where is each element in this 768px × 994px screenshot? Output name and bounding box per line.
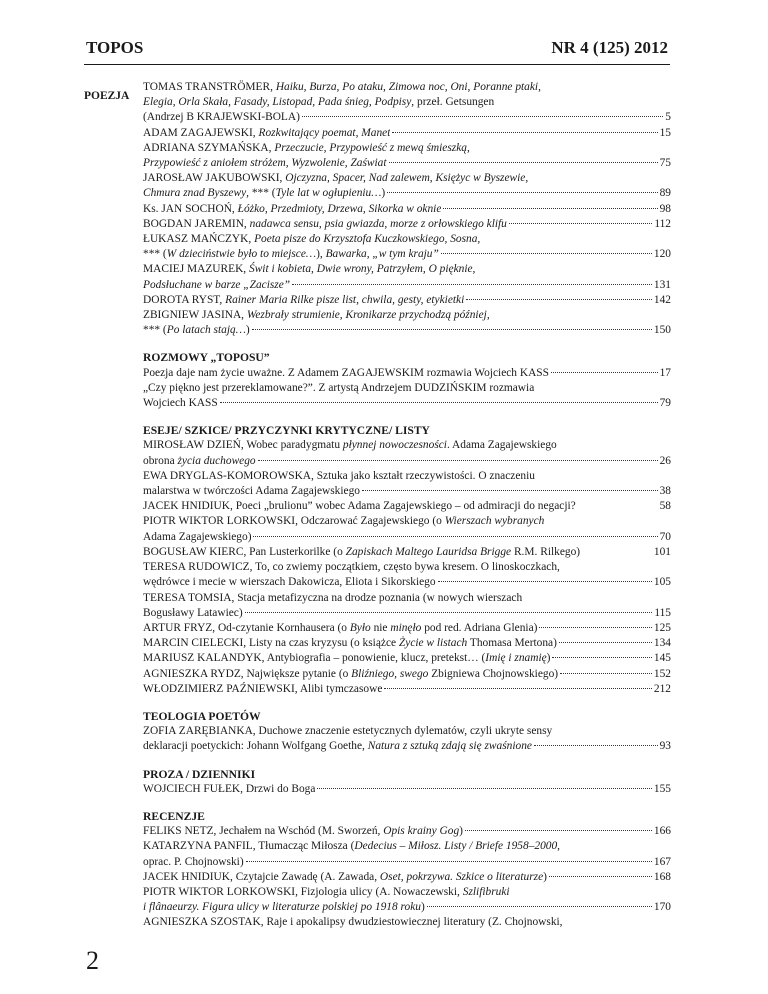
dot-leader: [559, 642, 652, 643]
entry-text: Ks. JAN SOCHOŃ, Łóżko, Przedmioty, Drzewa, Sikorka w oknie: [143, 202, 442, 215]
section-title: POEZJA: [84, 89, 130, 102]
entry-text: DOROTA RYST, Rainer Maria Rilke pisze list, chwila, gesty, etykietki: [143, 293, 465, 306]
page-reference: 131: [653, 278, 671, 291]
toc-entry[interactable]: [143, 621, 671, 636]
entry-text: PIOTR WIKTOR LORKOWSKI, Odczarować Zagajewskiego (o Wierszach wybranych: [143, 515, 545, 528]
toc-entry[interactable]: [143, 438, 671, 468]
dot-leader: [465, 830, 652, 831]
dot-leader: [509, 223, 652, 224]
page-reference: 5: [665, 111, 671, 124]
toc-entry[interactable]: [143, 499, 671, 514]
entry-text: TOMAS TRANSTRÖMER, Haiku, Burza, Po ataku, Zimowa noc, Oni, Poranne ptaki,: [143, 81, 541, 93]
dot-leader: [384, 688, 652, 689]
page-reference: 112: [654, 217, 671, 230]
entry-text: AGNIESZKA SZOSTAK, Raje i apokalipsy dwudziestowiecznej literatury (Z. Chojnowski,: [143, 916, 563, 929]
entry-text: EWA DRYGLAS-KOMOROWSKA, Sztuka jako kształt rzeczywistości. O znaczeniu: [143, 469, 535, 482]
toc-entry[interactable]: [143, 824, 671, 839]
entry-text: malarstwa w twórczości Adama Zagajewskiego: [143, 485, 360, 498]
page-reference: 58: [659, 500, 671, 513]
page-reference: 167: [653, 855, 671, 868]
toc-entry[interactable]: [143, 870, 671, 885]
entry-text: JACEK HNIDIUK, Czytajcie Zawadę (A. Zawada, Oset, pokrzywa. Szkice o literaturze): [143, 870, 547, 883]
page-reference: 98: [659, 202, 671, 215]
entry-text: deklaracji poetyckich: Johann Wolfgang Goethe, Natura z sztuką zdają się zwaśnione: [143, 740, 532, 753]
toc-entry[interactable]: [143, 560, 671, 590]
toc-entry[interactable]: [143, 839, 671, 869]
dot-leader: [220, 402, 658, 403]
entry-text: TERESA TOMSIA, Stacja metafizyczna na drodze poznania (w nowych wierszach: [143, 591, 523, 604]
page-reference: 115: [654, 606, 671, 619]
section-title: PROZA / DZIENNIKI: [143, 767, 256, 781]
toc-entry[interactable]: [143, 366, 671, 381]
dot-leader: [466, 299, 652, 300]
entry-text: BOGUSŁAW KIERC, Pan Lusterkorilke (o Zapiskach Maltego Lauridsa Brigge R.M. Rilkego): [143, 545, 581, 558]
toc-entry[interactable]: [143, 915, 671, 930]
page-reference: 125: [653, 621, 671, 634]
section-title: TEOLOGIA POETÓW: [143, 709, 261, 723]
entry-text: Poezja daje nam życie uważne. Z Adamem ZAGAJEWSKIM rozmawia Wojciech KASS: [143, 366, 549, 379]
entry-text: BOGDAN JAREMIN, nadawca sensu, psia gwiazda, morze z orłowskiego klifu: [143, 217, 507, 230]
page-reference: 38: [659, 485, 671, 498]
entry-text: WOJCIECH FUŁEK, Drzwi do Boga: [143, 782, 316, 795]
toc-entry[interactable]: [143, 682, 671, 697]
dot-leader: [427, 906, 652, 907]
dot-leader: [441, 253, 652, 254]
page-reference: 166: [653, 825, 671, 838]
header-rule: [84, 64, 670, 65]
dot-leader: [551, 372, 658, 373]
toc-entry[interactable]: [143, 636, 671, 651]
dot-leader: [549, 876, 652, 877]
issue-number: NR 4 (125) 2012: [551, 38, 668, 57]
toc-entry[interactable]: [143, 126, 671, 141]
page-reference: 155: [653, 782, 671, 795]
entry-text: *** (W dzieciństwie było to miejsce…), Bawarka, „w tym kraju”: [143, 248, 439, 261]
page-reference: 168: [653, 870, 671, 883]
toc-entry[interactable]: [143, 217, 671, 232]
toc-entry[interactable]: [143, 545, 671, 560]
entry-text: JAROSŁAW JAKUBOWSKI, Ojczyzna, Spacer, Nad zalewem, Księżyc w Byszewie,: [143, 172, 529, 185]
entry-text: Przypowieść z aniołem stróżem, Wyzwolenie, Zaświat: [143, 157, 387, 170]
page-reference: 79: [659, 397, 671, 410]
page-reference: 26: [659, 454, 671, 467]
dot-leader: [389, 162, 658, 163]
dot-leader: [539, 627, 651, 628]
entry-text: obrona życia duchowego: [143, 454, 256, 467]
dot-leader: [560, 673, 652, 674]
page-reference: 15: [659, 126, 671, 139]
dot-leader: [302, 116, 663, 117]
toc-entry[interactable]: [143, 514, 671, 544]
toc-section: [143, 767, 671, 797]
running-header: [86, 38, 668, 58]
table-of-contents: [143, 80, 671, 943]
dot-leader: [392, 132, 657, 133]
toc-section: [143, 423, 671, 697]
entry-text: (Andrzej B KRAJEWSKI-BOLA): [143, 111, 300, 124]
page-reference: 17: [659, 366, 671, 379]
section-title: RECENZJE: [143, 809, 205, 823]
entry-text: i flânaeurzy. Figura ulicy w literaturze polskiej po 1918 roku): [143, 901, 425, 914]
toc-entry[interactable]: [143, 782, 671, 797]
dot-leader: [246, 861, 652, 862]
entry-text: ADRIANA SZYMAŃSKA, Przeczucie, Przypowieść z mewą śmieszką,: [143, 141, 470, 154]
journal-title: TOPOS: [86, 38, 144, 57]
toc-entry[interactable]: [143, 308, 671, 338]
entry-text: Podsłuchane w barze „Zacisze”: [143, 278, 291, 291]
entry-text: Adama Zagajewskiego): [143, 530, 252, 543]
dot-leader: [552, 657, 651, 658]
page-reference: 70: [659, 530, 671, 543]
page-reference: 105: [653, 576, 671, 589]
toc-entry[interactable]: [143, 651, 671, 666]
entry-text: ARTUR FRYZ, Od-czytanie Kornhausera (o Było nie minęło pod red. Adriana Glenia): [143, 621, 538, 634]
toc-section: [143, 350, 671, 411]
toc-entry[interactable]: [143, 141, 671, 171]
entry-text: MIROSŁAW DZIEŃ, Wobec paradygmatu płynnej nowoczesności. Adama Zagajewskiego: [143, 439, 557, 452]
page-reference: 134: [653, 637, 671, 650]
entry-text: WŁODZIMIERZ PAŹNIEWSKI, Alibi tymczasowe: [143, 682, 383, 695]
entry-text: MARCIN CIELECKI, Listy na czas kryzysu (o książce Życie w listach Thomasa Mertona): [143, 637, 557, 650]
dot-leader: [438, 581, 652, 582]
page-reference: 170: [653, 901, 671, 914]
toc-entry[interactable]: [143, 591, 671, 621]
entry-text: JACEK HNIDIUK, Poeci „brulionu” wobec Adama Zagajewskiego – od admiracji do negacji?: [143, 500, 576, 513]
entry-text: wędrówce i mecie w wierszach Dakowicza, Eliota i Sikorskiego: [143, 576, 436, 589]
entry-text: ŁUKASZ MAŃCZYK, Poeta pisze do Krzysztofa Kuczkowskiego, Sosna,: [143, 233, 481, 246]
section-title: ESEJE/ SZKICE/ PRZYCZYNKI KRYTYCZNE/ LISTY: [143, 424, 430, 438]
page-reference: 145: [653, 652, 671, 665]
toc-entry[interactable]: [143, 171, 671, 201]
toc-entry[interactable]: [143, 262, 671, 292]
toc-entry[interactable]: [143, 885, 671, 915]
entry-text: Bogusławy Latawiec): [143, 606, 243, 619]
entry-text: FELIKS NETZ, Jechałem na Wschód (M. Sworzeń, Opis krainy Gog): [143, 825, 463, 838]
entry-text: TERESA RUDOWICZ, To, co zwiemy początkiem, często bywa kresem. O linoskoczkach,: [143, 561, 560, 574]
dot-leader: [258, 460, 658, 461]
toc-entry[interactable]: [143, 293, 671, 308]
dot-leader: [387, 192, 657, 193]
page-reference: 101: [653, 545, 671, 558]
dot-leader: [252, 329, 652, 330]
page-reference: 152: [653, 667, 671, 680]
dot-leader: [443, 208, 657, 209]
toc-entry[interactable]: [143, 381, 671, 411]
page-number: 2: [86, 946, 99, 975]
dot-leader: [317, 788, 651, 789]
dot-leader: [292, 284, 652, 285]
entry-text: Elegia, Orla Skała, Fasady, Listopad, Pada śnieg, Podpisy, przeł. Getsungen: [143, 96, 495, 109]
page-reference: 150: [653, 324, 671, 337]
toc-section: [143, 809, 671, 931]
entry-text: ZBIGNIEW JASINA, Wezbrały strumienie, Kronikarze przychodzą później,: [143, 309, 490, 322]
toc-section: [143, 80, 671, 338]
entry-text: KATARZYNA PANFIL, Tłumacząc Miłosza (Dedecius – Miłosz. Listy / Briefe 1958–2000,: [143, 840, 561, 853]
dot-leader: [245, 612, 653, 613]
toc-section: [143, 709, 671, 755]
page-reference: 120: [653, 248, 671, 261]
dot-leader: [534, 745, 658, 746]
entry-text: Wojciech KASS: [143, 397, 218, 410]
page-reference: 75: [659, 157, 671, 170]
page-reference: 89: [659, 187, 671, 200]
page-reference: 93: [659, 740, 671, 753]
entry-text: MARIUSZ KALANDYK, Antybiografia – ponowienie, klucz, pretekst… (Imię i znamię): [143, 652, 551, 665]
toc-entry[interactable]: [143, 202, 671, 217]
entry-text: *** (Po latach stają…): [143, 324, 250, 337]
entry-text: MACIEJ MAZUREK, Świt i kobieta, Dwie wrony, Patrzyłem, O pięknie,: [143, 263, 476, 276]
entry-text: ADAM ZAGAJEWSKI, Rozkwitający poemat, Manet: [143, 126, 391, 139]
page-reference: 212: [653, 682, 671, 695]
page-reference: 142: [653, 293, 671, 306]
entry-text: ZOFIA ZARĘBIANKA, Duchowe znaczenie estetycznych dylematów, czyli ukryte sensy: [143, 725, 553, 738]
toc-entry[interactable]: [143, 667, 671, 682]
entry-text: oprac. P. Chojnowski): [143, 855, 244, 868]
dot-leader: [362, 490, 658, 491]
toc-entry[interactable]: [143, 469, 671, 499]
toc-entry[interactable]: [143, 724, 671, 754]
entry-text: AGNIESZKA RYDZ, Największe pytanie (o Bliźniego, swego Zbigniewa Chojnowskiego): [143, 667, 559, 680]
dot-leader: [253, 536, 657, 537]
entry-text: Chmura znad Byszewy, *** (Tyle lat w ogłupieniu…): [143, 187, 386, 200]
section-title: ROZMOWY „TOPOSU”: [143, 351, 270, 365]
toc-entry[interactable]: [143, 232, 671, 262]
toc-entry[interactable]: [143, 80, 671, 126]
entry-text: „Czy piękno jest przereklamowane?”. Z artystą Andrzejem DUDZIŃSKIM rozmawia: [143, 381, 535, 394]
entry-text: PIOTR WIKTOR LORKOWSKI, Fizjologia ulicy (A. Nowaczewski, Szlifibruki: [143, 885, 510, 898]
